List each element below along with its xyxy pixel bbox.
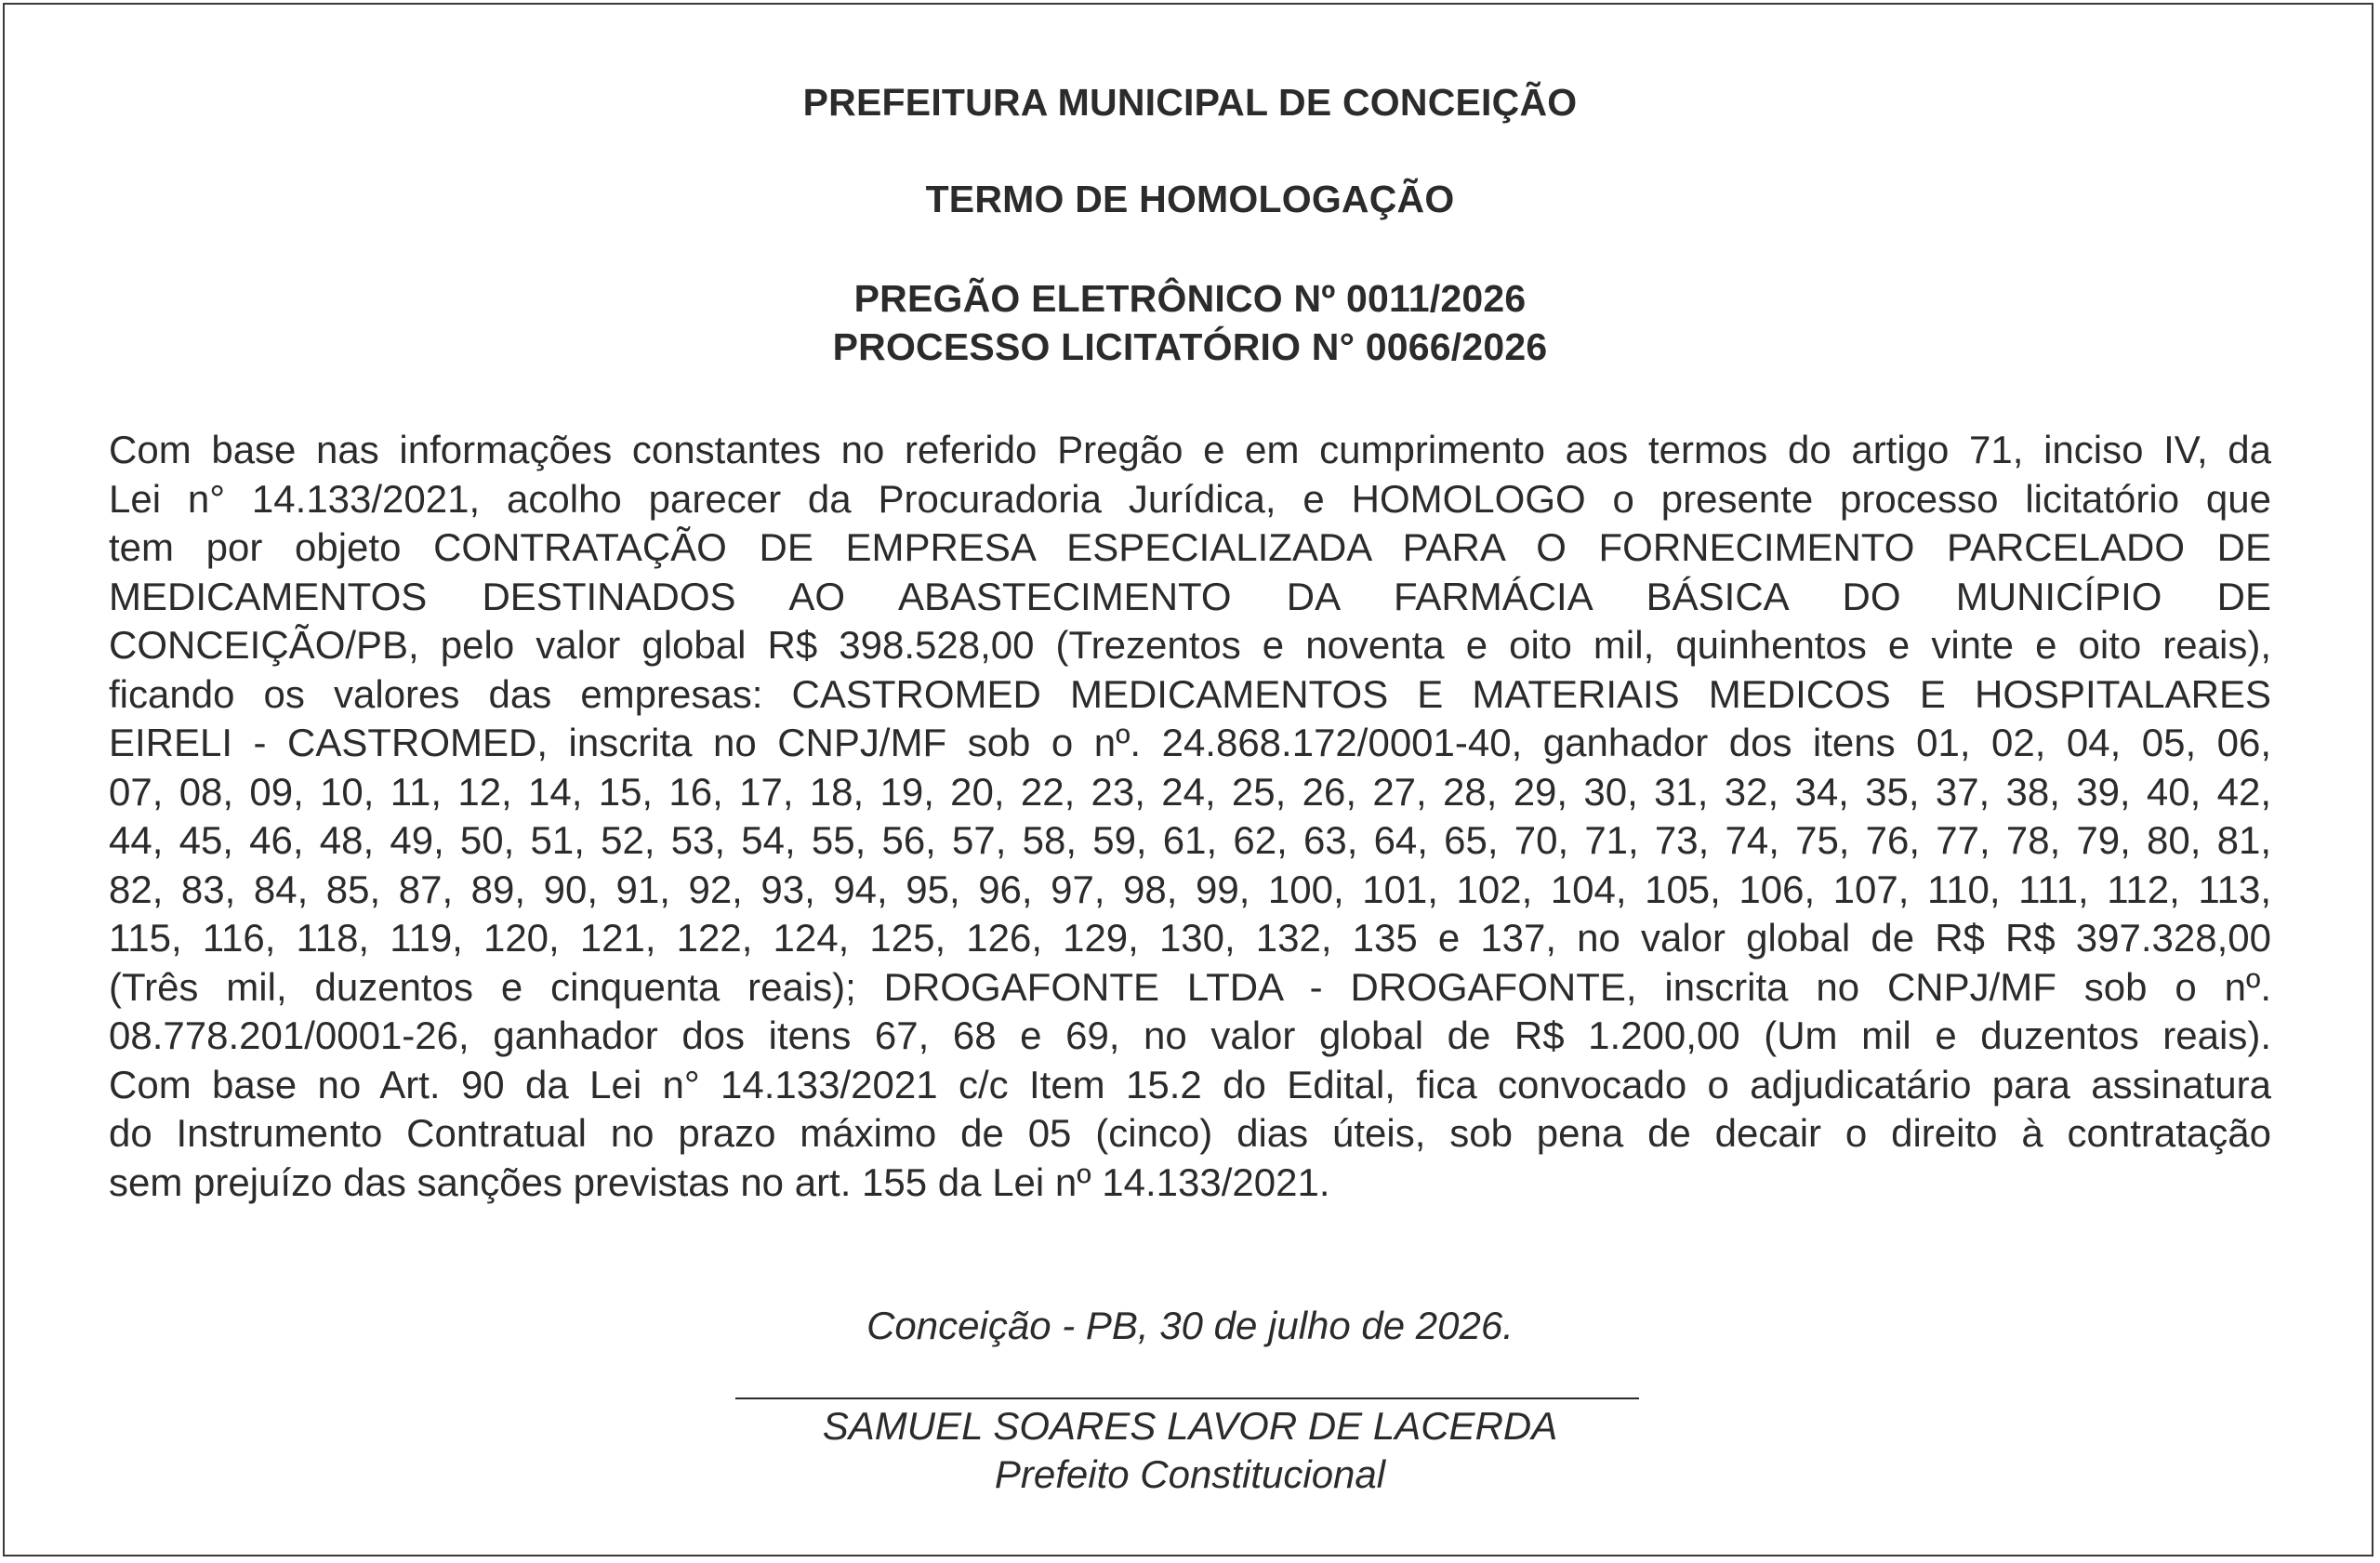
paragraph-line: Com base no Art. 90 da Lei n° 14.133/2021 c/c Item 15.2 do Edital, fica convocado o adjudicatário para assinatura <box>109 1062 2271 1106</box>
paragraph-line: EIRELI - CASTROMED, inscrita no CNPJ/MF sob o nº. 24.868.172/0001-40, ganhador dos itens 01, 02, 04, 05, 06, <box>109 721 2271 764</box>
paragraph-line: 08.778.201/0001-26, ganhador dos itens 67, 68 e 69, no valor global de R$ 1.200,00 (Um mil e duzentos reais). <box>109 1013 2271 1057</box>
paragraph-line: 44, 45, 46, 48, 49, 50, 51, 52, 53, 54, 55, 56, 57, 58, 59, 61, 62, 63, 64, 65, 70, 71, 73, 74, 75, 76, 77, 78, 79, 80, 81, <box>109 818 2271 862</box>
signature-line <box>735 1397 1639 1399</box>
paragraph-line: CONCEIÇÃO/PB, pelo valor global R$ 398.528,00 (Trezentos e noventa e oito mil, quinhentos e vinte e oito reais), <box>109 623 2271 667</box>
paragraph-line: MEDICAMENTOS DESTINADOS AO ABASTECIMENTO DA FARMÁCIA BÁSICA DO MUNICÍPIO DE <box>109 574 2271 618</box>
document-title: TERMO DE HOMOLOGAÇÃO <box>925 178 1455 220</box>
paragraph-line: Lei n° 14.133/2021, acolho parecer da Procuradoria Jurídica, e HOMOLOGO o presente processo licitatório que <box>109 476 2271 521</box>
signer-title: Prefeito Constitucional <box>994 1452 1386 1496</box>
paragraph-line: tem por objeto CONTRATAÇÃO DE EMPRESA ESPECIALIZADA PARA O FORNECIMENTO PARCELADO DE <box>109 525 2271 569</box>
paragraph-line: 07, 08, 09, 10, 11, 12, 14, 15, 16, 17, 18, 19, 20, 22, 23, 24, 25, 26, 27, 28, 29, 30, 31, 32, 34, 35, 37, 38, 39, 40, 42, <box>109 769 2271 814</box>
signer-name: SAMUEL SOARES LAVOR DE LACERDA <box>822 1404 1558 1448</box>
paragraph-line: Com base nas informações constantes no referido Pregão e em cumprimento aos termos do artigo 71, inciso IV, da <box>109 428 2271 471</box>
paragraph-line: ficando os valores das empresas: CASTROMED MEDICAMENTOS E MATERIAIS MEDICOS E HOSPITALARES <box>109 671 2271 716</box>
processo-number-heading: PROCESSO LICITATÓRIO N° 0066/2026 <box>832 325 1548 368</box>
document-issuer-heading: PREFEITURA MUNICIPAL DE CONCEIÇÃO <box>802 81 1578 124</box>
homologation-body-paragraph <box>109 426 2271 1207</box>
paragraph-line: do Instrumento Contratual no prazo máximo de 05 (cinco) dias úteis, sob pena de decair o direito à contratação <box>109 1111 2271 1155</box>
paragraph-line: 115, 116, 118, 119, 120, 121, 122, 124, 125, 126, 129, 130, 132, 135 e 137, no valor global de R$ R$ 397.328,00 <box>109 916 2271 960</box>
paragraph-line: 82, 83, 84, 85, 87, 89, 90, 91, 92, 93, 94, 95, 96, 97, 98, 99, 100, 101, 102, 104, 105, 106, 107, 110, 111, 112, 113, <box>109 867 2271 911</box>
place-and-date: Conceição - PB, 30 de julho de 2026. <box>866 1304 1514 1347</box>
paragraph-line: sem prejuízo das sanções previstas no art. 155 da Lei nº 14.133/2021. <box>109 1159 1330 1204</box>
pregao-number-heading: PREGÃO ELETRÔNICO Nº 0011/2026 <box>853 277 1527 320</box>
paragraph-line: (Três mil, duzentos e cinquenta reais); DROGAFONTE LTDA - DROGAFONTE, inscrita no CNPJ/MF sob o nº. <box>109 964 2271 1009</box>
